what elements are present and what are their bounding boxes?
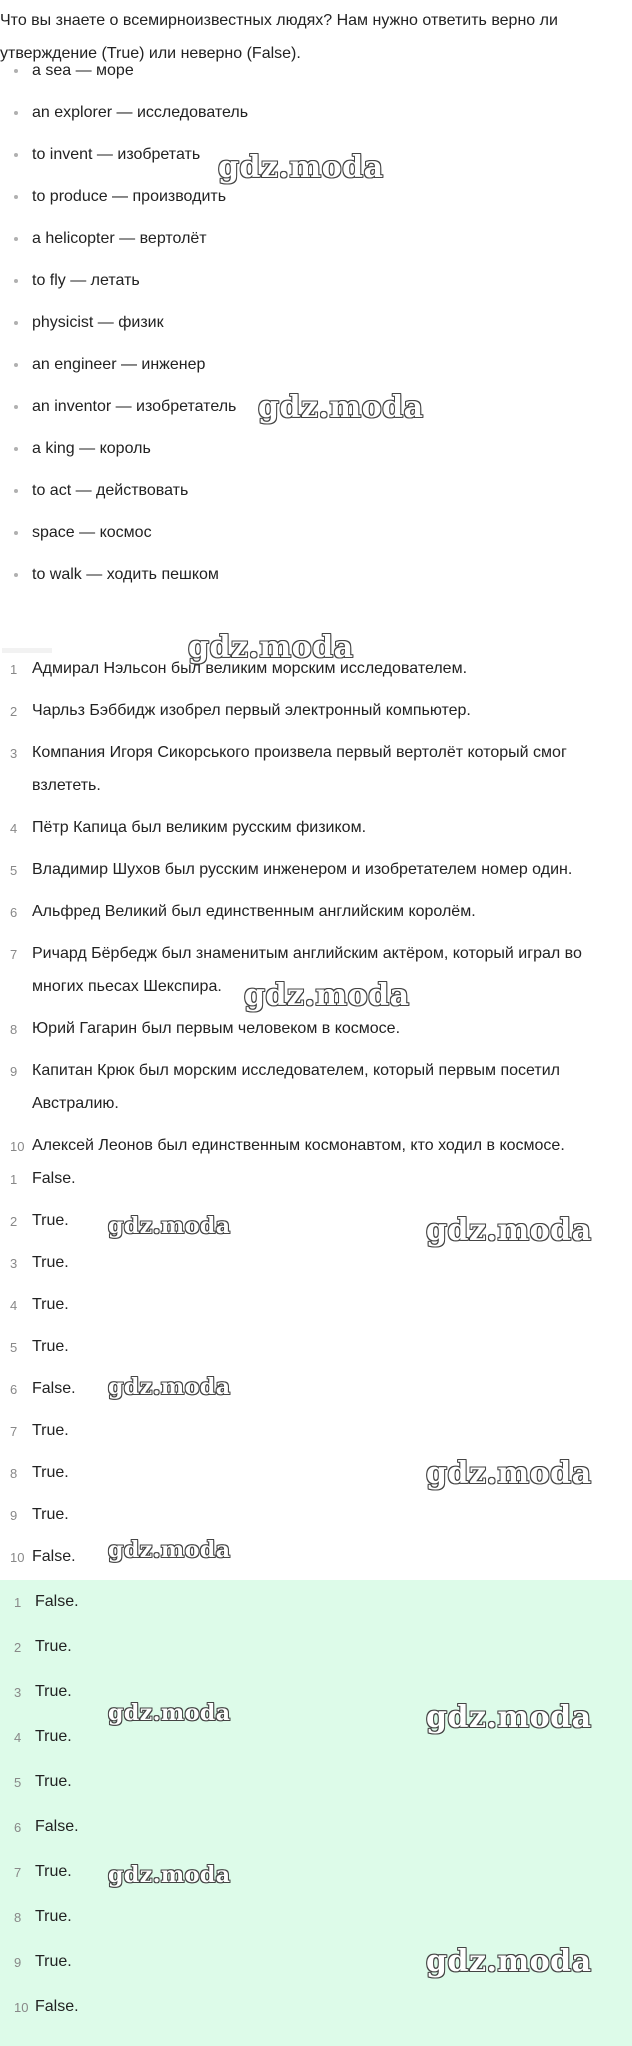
vocab-item: an explorer — исследователь bbox=[0, 98, 600, 140]
item-number: 3 bbox=[10, 1256, 18, 1271]
task-intro: Что вы знаете о всемирноизвестных людях? Нам нужно ответить верно ли утверждение (True) или неверно (False). bbox=[0, 12, 558, 62]
vocab-item: to fly — летать bbox=[0, 266, 600, 308]
statement-text: Пётр Капица был великим русским физиком. bbox=[32, 819, 367, 836]
watermark: gdz.moda bbox=[108, 1374, 231, 1400]
item-number: 2 bbox=[10, 1214, 18, 1229]
vocab-item: a sea — море bbox=[0, 56, 600, 98]
statement-item bbox=[0, 811, 610, 853]
watermark: gdz.moda bbox=[218, 150, 384, 185]
item-number: 5 bbox=[14, 1775, 22, 1790]
watermark: gdz.moda bbox=[108, 1537, 231, 1563]
item-number: 3 bbox=[10, 746, 18, 761]
answer-item bbox=[0, 1246, 610, 1288]
statement-item bbox=[0, 694, 610, 736]
answer-item bbox=[0, 1540, 610, 1582]
statement-item bbox=[0, 1012, 610, 1054]
answer-item bbox=[0, 1288, 610, 1330]
watermark: gdz.moda bbox=[426, 1213, 592, 1248]
item-number: 8 bbox=[14, 1910, 22, 1925]
watermark: gdz.moda bbox=[426, 1700, 592, 1735]
item-number: 10 bbox=[10, 1139, 25, 1154]
answer-text: True. bbox=[35, 1638, 72, 1655]
item-number: 2 bbox=[14, 1640, 22, 1655]
vocab-item: an engineer — инженер bbox=[0, 350, 600, 392]
vocab-item: to walk — ходить пешком bbox=[0, 560, 600, 602]
statement-text: Чарльз Бэббидж изобрел первый электронный компьютер. bbox=[32, 702, 471, 719]
answer-item bbox=[0, 1630, 610, 1675]
vocab-item: space — космос bbox=[0, 518, 600, 560]
statement-text: Ричард Бёрбедж был знаменитым английским актёром, который играл во многих пьесах Шекспира. bbox=[32, 945, 582, 995]
statement-item bbox=[0, 736, 610, 811]
answer-text: False. bbox=[32, 1548, 76, 1565]
answer-text: False. bbox=[32, 1170, 76, 1187]
answer-text: False. bbox=[35, 1593, 79, 1610]
item-number: 6 bbox=[14, 1820, 22, 1835]
item-number: 10 bbox=[14, 2000, 29, 2015]
statement-text: Алексей Леонов был единственным космонавтом, кто ходил в космосе. bbox=[32, 1137, 565, 1154]
vocab-item: physicist — физик bbox=[0, 308, 600, 350]
answer-item bbox=[0, 1585, 610, 1630]
answer-text: True. bbox=[32, 1212, 69, 1229]
item-number: 8 bbox=[10, 1022, 18, 1037]
answer-item bbox=[0, 1900, 610, 1945]
watermark: gdz.moda bbox=[188, 630, 354, 665]
answer-text: True. bbox=[32, 1422, 69, 1439]
answer-text: True. bbox=[32, 1338, 69, 1355]
item-number: 8 bbox=[10, 1466, 18, 1481]
vocabulary-list bbox=[0, 56, 600, 602]
item-number: 4 bbox=[10, 821, 18, 836]
answer-text: False. bbox=[35, 1998, 79, 2015]
item-number: 9 bbox=[14, 1955, 22, 1970]
statement-item bbox=[0, 853, 610, 895]
statement-text: Компания Игоря Сикорського произвела первый вертолёт который смог взлететь. bbox=[32, 744, 567, 794]
statement-text: Адмирал Нэльсон был великим морским исследователем. bbox=[32, 660, 468, 677]
item-number: 4 bbox=[14, 1730, 22, 1745]
answer-text: True. bbox=[35, 1863, 72, 1880]
item-number: 1 bbox=[14, 1595, 22, 1610]
statement-text: Альфред Великий был единственным английским королём. bbox=[32, 903, 476, 920]
item-number: 1 bbox=[10, 662, 18, 677]
answer-text: True. bbox=[35, 1728, 72, 1745]
item-number: 6 bbox=[10, 1382, 18, 1397]
statement-item bbox=[0, 1054, 610, 1129]
item-number: 1 bbox=[10, 1172, 18, 1187]
vocab-item: to invent — изобретать bbox=[0, 140, 600, 182]
item-number: 10 bbox=[10, 1550, 25, 1565]
answer-text: True. bbox=[32, 1254, 69, 1271]
vocab-item: to act — действовать bbox=[0, 476, 600, 518]
item-number: 7 bbox=[14, 1865, 22, 1880]
answer-item bbox=[0, 1765, 610, 1810]
item-number: 7 bbox=[10, 947, 18, 962]
statement-text: Владимир Шухов был русским инженером и изобретателем номер один. bbox=[32, 861, 573, 878]
answer-text: True. bbox=[35, 1953, 72, 1970]
statement-text: Капитан Крюк был морским исследователем, который первым посетил Австралию. bbox=[32, 1062, 560, 1112]
answer-item bbox=[0, 1855, 610, 1900]
answer-item bbox=[0, 1810, 610, 1855]
item-number: 3 bbox=[14, 1685, 22, 1700]
answer-item bbox=[0, 1498, 610, 1540]
watermark: gdz.moda bbox=[108, 1862, 231, 1888]
item-number: 9 bbox=[10, 1064, 18, 1079]
vocab-item: to produce — производить bbox=[0, 182, 600, 224]
answer-text: True. bbox=[35, 1908, 72, 1925]
answer-item bbox=[0, 1414, 610, 1456]
answer-text: True. bbox=[32, 1464, 69, 1481]
answer-text: True. bbox=[32, 1296, 69, 1313]
item-number: 6 bbox=[10, 905, 18, 920]
watermark: gdz.moda bbox=[108, 1700, 231, 1726]
answer-item bbox=[0, 1162, 610, 1204]
item-number: 9 bbox=[10, 1508, 18, 1523]
answer-text: True. bbox=[35, 1683, 72, 1700]
item-number: 4 bbox=[10, 1298, 18, 1313]
vocab-item: a helicopter — вертолёт bbox=[0, 224, 600, 266]
answer-text: False. bbox=[32, 1380, 76, 1397]
vocab-item: a king — король bbox=[0, 434, 600, 476]
item-number: 7 bbox=[10, 1424, 18, 1439]
watermark: gdz.moda bbox=[426, 1944, 592, 1979]
vocab-item: an inventor — изобретатель bbox=[0, 392, 600, 434]
item-number: 5 bbox=[10, 863, 18, 878]
answer-text: True. bbox=[32, 1506, 69, 1523]
watermark: gdz.moda bbox=[108, 1213, 231, 1239]
statements-list bbox=[0, 652, 610, 1171]
watermark: gdz.moda bbox=[258, 390, 424, 425]
statement-text: Юрий Гагарин был первым человеком в космосе. bbox=[32, 1020, 401, 1037]
item-number: 5 bbox=[10, 1340, 18, 1355]
statement-item bbox=[0, 895, 610, 937]
item-number: 2 bbox=[10, 704, 18, 719]
answer-item bbox=[0, 1990, 610, 2035]
answer-item bbox=[0, 1372, 610, 1414]
answer-item bbox=[0, 1330, 610, 1372]
watermark: gdz.moda bbox=[426, 1456, 592, 1491]
answer-text: False. bbox=[35, 1818, 79, 1835]
watermark: gdz.moda bbox=[244, 978, 410, 1013]
answer-text: True. bbox=[35, 1773, 72, 1790]
